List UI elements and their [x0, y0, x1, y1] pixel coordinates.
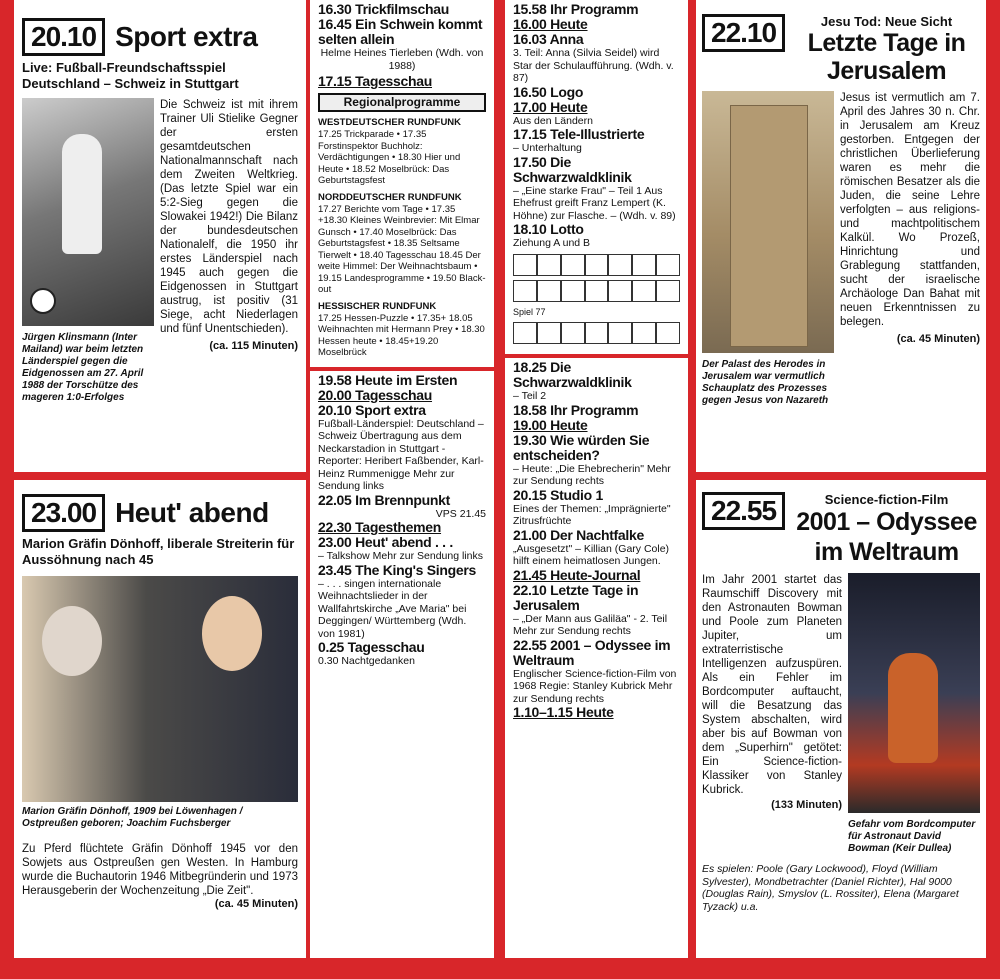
program-desc: 3. Teil: Anna (Silvia Seidel) wird Star der Schulaufführung. (Wdh. v. 87): [513, 47, 674, 84]
program-title: 22.10 Letzte Tage in Jerusalem: [513, 581, 639, 613]
football-icon: [30, 288, 56, 314]
program-title: 22.55 2001 – Odyssee im Weltraum: [513, 636, 671, 668]
heut-abend-article: [14, 480, 306, 958]
lotto-grid-b: [513, 280, 680, 302]
program-title: 20.10 Sport extra: [318, 401, 426, 418]
duration: (ca. 45 Minuten): [214, 898, 298, 910]
time-badge: 22.55: [702, 492, 785, 530]
program-title: 16.03 Anna: [513, 31, 584, 47]
program-desc: Eines der Themen: „Imprägnierte" Zitrusfrüchte: [513, 502, 671, 527]
program-desc: – Unterhaltung: [513, 142, 582, 154]
region-head: HESSISCHER RUNDFUNK: [318, 300, 437, 312]
portrait-photo: [22, 576, 298, 802]
program-desc: „Ausgesetzt" – Killian (Gary Cole) hilft einem heimatlosen Jungen.: [513, 542, 670, 567]
program-desc: 0.30 Nachtgedanken: [318, 655, 415, 667]
program-title: 18.58 Ihr Programm: [513, 401, 639, 418]
program-desc: – . . . singen internationale Weihnachtslieder in der Wallfahrtskirche „Ave Maria" bei Deggingen/ Württemberg (Wdh. von 1981): [318, 577, 467, 640]
program-title: 17.15 Tagesschau: [318, 73, 433, 89]
article-subtitle: Marion Gräfin Dönhoff, liberale Streiterin für Aussöhnung nach 45: [22, 536, 295, 567]
article-body: Zu Pferd flüchtete Gräfin Dönhoff 1945 vor den Sowjets aus Ostpreußen gen Westen. In Hamburg wurde die Buchautorin 1946 Mitbegründerin und 1973 Herausgeberin der Wochenzeitung „Die Zeit".: [22, 843, 298, 897]
time-badge: 23.00: [22, 494, 105, 532]
duration: (ca. 115 Minuten): [209, 340, 298, 352]
program-title: 0.25 Tagesschau: [318, 639, 425, 655]
photo-caption: Gefahr vom Bordcomputer für Astronaut David Bowman (Keir Dullea): [848, 819, 976, 854]
article-body: Im Jahr 2001 startet das Raumschiff Discovery mit den Astronauten Bowman und Poole zum Planeten Jupiter, um extraterristische Intelligenzen aufzuspüren. Als ein Fehler im Bordcomputer auftaucht, will die Besatzung das System abschalten, wird aber bis auf Bowman von dem „Superhirn" getötet: Ein Science-fiction-Klassiker von Stanley Kubrick.: [702, 574, 842, 796]
spiel-label: Spiel 77: [513, 306, 546, 317]
program-title: 15.58 Ihr Programm: [513, 1, 639, 17]
photo-caption: Der Palast des Herodes in Jerusalem war vermutlich Schauplatz des Prozesses gegen Jesus von Nazareth: [702, 359, 829, 406]
photo-caption: Marion Gräfin Dönhoff, 1909 bei Löwenhagen / Ostpreußen geboren; Joachim Fuchsberger: [22, 806, 243, 829]
lotto-grid-a: [513, 254, 680, 276]
region-text: 17.27 Berichte vom Tage • 17.35 +18.30 Kleines Weinbrevier: Mit Elmar Gunsch • 17.40 Moselbrück: Das Geburtstagsfest • 18.35 Seltsame Tierwelt • 18.40 Tagesschau 18.45 Der weite Himmel: Der Weihnachtsbaum • 19.15 Landesprogramme • 19.50 Black-out: [318, 203, 486, 295]
article-title: Sport extra: [115, 21, 258, 52]
program-title: 18.10 Lotto: [513, 221, 584, 237]
program-title: 16.50 Logo: [513, 83, 584, 100]
odyssee-article: [696, 480, 986, 958]
region-head: WESTDEUTSCHER RUNDFUNK: [318, 117, 462, 128]
spiel77-grid: [513, 322, 680, 344]
program-title: 19.00 Heute: [513, 416, 588, 433]
program-title: 17.00 Heute: [513, 98, 588, 115]
program-title: 16.00 Heute: [513, 16, 588, 32]
program-title: 19.58 Heute im Ersten: [318, 371, 458, 388]
program-desc: Englischer Science-fiction-Film von 1968 Regie: Stanley Kubrick Mehr zur Sendung rechts: [513, 667, 677, 705]
column-right: [696, 0, 986, 958]
region-head: NORDDEUTSCHER RUNDFUNK: [318, 191, 462, 203]
program-title: 23.45 The King's Singers: [318, 561, 476, 578]
program-title: 17.50 Die Schwarzwaldklinik: [513, 153, 632, 185]
football-photo: [22, 98, 154, 326]
article-subtitle: Live: Fußball-Freundschaftsspiel Deutschland – Schweiz in Stuttgart: [22, 60, 239, 91]
time-badge: 22.10: [702, 14, 785, 52]
article-title: Heut' abend: [115, 497, 269, 528]
program-title: 21.00 Der Nachtfalke: [513, 526, 644, 543]
program-desc: – „Der Mann aus Galiläa" - 2. Teil Mehr zur Sendung rechts: [513, 612, 668, 637]
program-desc: – „Eine starke Frau" – Teil 1 Aus Ehefrust greift Franz Lempert (K. Höhne) zur Flasche. – (Wdh. v. 89): [513, 184, 676, 222]
column-zdf: [505, 0, 688, 958]
region-text: 17.25 Trickparade • 17.35 Forstinspektor Buchholz: Verdächtigungen • 18.30 Hier und Heute • 18.52 Moselbrück: Das Geburtstagsfest: [318, 129, 461, 186]
program-desc: Fußball-Länderspiel: Deutschland – Schweiz Übertragung aus dem Neckarstadion in Stuttgart - Reporter: Heribert Faßbender, Karl-Heinz Rummenigge Mehr zur Sendung links: [318, 417, 484, 492]
duration: (133 Minuten): [771, 799, 842, 811]
jerusalem-article: [696, 0, 986, 472]
program-title: 17.15 Tele-Illustrierte: [513, 126, 645, 142]
program-desc: – Heute: „Die Ehebrecherin" Mehr zur Sendung rechts: [513, 462, 671, 487]
evening-list: [310, 371, 494, 670]
article-body: Die Schweiz ist mit ihrem Trainer Uli Stielike Gegner der ersten gesamtdeutschen Nationalmannschaft nach dem Zweiten Weltkrieg. (Das letzte Spiel war ein 5:2-Sieg gegen die Slowakei 1942!) Die Bilanz der bundesdeutschen Nationalelf, die 1950 ihr erstes Länderspiel nach 1945 auch gegen die Eidgenossen in Stuttgart austrug, ist positiv (31 Siege, acht Niederlagen und fünf Unentschieden).: [160, 99, 298, 335]
duration: (ca. 45 Minuten): [896, 333, 980, 345]
sport-extra-article: [14, 0, 306, 472]
region-text: 17.25 Hessen-Puzzle • 17.35+ 18.05 Weihnachten mit Hermann Prey • 18.30 Hessen heute • 18.45+19.20 Moselbrück: [318, 312, 485, 358]
program-title: 22.30 Tagesthemen: [318, 519, 442, 535]
program-desc: Helme Heines Tierleben (Wdh. von 1988): [320, 47, 484, 72]
program-title: 16.45 Ein Schwein kommt selten allein: [318, 16, 483, 47]
program-desc: – Talkshow Mehr zur Sendung links: [318, 550, 483, 562]
photo-caption: Jürgen Klinsmann (Inter Mailand) war beim letzten Länderspiel gegen die Eidgenossen am 27. April 1988 der Torschütze des mageren 1:0-Erfolges: [22, 332, 144, 403]
program-title: 20.00 Tagesschau: [318, 386, 433, 403]
column-left: [14, 0, 306, 958]
article-title: Letzte Tage in Jerusalem: [807, 29, 966, 85]
program-title: 18.25 Die Schwarzwaldklinik: [513, 359, 632, 390]
program-title: 20.15 Studio 1: [513, 486, 603, 503]
program-title: 23.00 Heut' abend . . .: [318, 534, 453, 550]
article-title: 2001 – Odyssee im Weltraum: [796, 508, 977, 566]
cast-list: Es spielen: Poole (Gary Lockwood), Floyd (William Sylvester), Mondbetrachter (Daniel Richter), Hal 9000 (Douglas Rain), Smyslov (L. Rossiter), Elena (Margaret Tyzack) u.a.: [702, 863, 959, 913]
program-desc: – Teil 2: [513, 390, 547, 402]
program-desc: VPS 21.45: [435, 507, 486, 520]
column-ard: [310, 0, 494, 958]
article-kicker: Jesu Tod: Neue Sicht: [820, 14, 953, 29]
program-title: 21.45 Heute-Journal: [513, 566, 641, 583]
palace-photo: [702, 91, 834, 353]
program-title: 19.30 Wie würden Sie entscheiden?: [513, 431, 650, 463]
program-desc: Ziehung A und B: [513, 237, 591, 249]
program-title: 16.30 Trickfilmschau: [318, 1, 449, 17]
program-title: 1.10–1.15 Heute: [513, 704, 614, 720]
program-desc: Aus den Ländern: [513, 114, 593, 127]
astronaut-photo: [848, 573, 980, 813]
program-title: 22.05 Im Brennpunkt: [318, 491, 451, 508]
article-kicker: Science-fiction-Film: [824, 492, 949, 507]
regional-label: Regionalprogramme: [318, 93, 486, 112]
article-body: Jesus ist vermutlich am 7. April des Jahres 30 n. Chr. in Jerusalem am Kreuz gestorben. Entgegen der christlichen Überlieferung waren es mehr die römischen Besatzer als die Juden, die seine Lehre verfolgten – aus religions- und machtpolitischem Kalkül. Wo Prozeß, Hinrichtung und Grablegung stattfanden, sucht der israelische Archäologe Dan Bahat mit neuen Erkenntnissen zu belegen.: [840, 92, 980, 328]
time-badge: 20.10: [22, 18, 105, 56]
